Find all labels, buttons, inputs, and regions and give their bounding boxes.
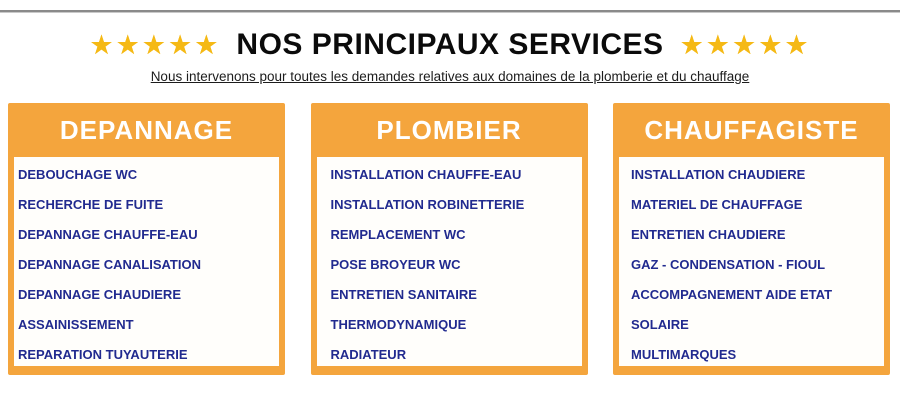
star-rating-left-icon: ★★★★★: [89, 29, 221, 60]
service-link[interactable]: DEPANNAGE CHAUDIERE: [18, 287, 181, 302]
top-divider-rule: [0, 10, 900, 13]
service-link[interactable]: RADIATEUR: [330, 347, 407, 362]
service-box-chauffagiste-header: CHAUFFAGISTE: [644, 114, 859, 145]
service-link[interactable]: THERMODYNAMIQUE: [330, 317, 467, 332]
service-link[interactable]: INSTALLATION CHAUFFE-EAU: [330, 167, 522, 182]
service-box-plombier-header: PLOMBIER: [376, 114, 522, 145]
service-box-plombier: [311, 103, 588, 375]
service-box-depannage-list: [14, 157, 279, 366]
service-link[interactable]: SOLAIRE: [631, 317, 689, 332]
service-link[interactable]: ASSAINISSEMENT: [18, 317, 134, 332]
service-link[interactable]: DEPANNAGE CANALISATION: [18, 257, 201, 272]
star-rating-right-icon: ★★★★★: [679, 29, 811, 60]
service-box-plombier-list: [317, 157, 582, 366]
service-link[interactable]: DEBOUCHAGE WC: [18, 167, 138, 182]
service-box-depannage-header: DEPANNAGE: [59, 114, 234, 145]
service-link[interactable]: INSTALLATION ROBINETTERIE: [330, 197, 525, 212]
service-link[interactable]: REMPLACEMENT WC: [330, 227, 466, 242]
service-link[interactable]: MATERIEL DE CHAUFFAGE: [631, 197, 803, 212]
service-box-chauffagiste-list: [619, 157, 884, 366]
service-link[interactable]: ENTRETIEN CHAUDIERE: [631, 227, 786, 242]
service-columns: [0, 103, 900, 375]
service-box-chauffagiste: [613, 103, 890, 375]
service-link[interactable]: RECHERCHE DE FUITE: [18, 197, 164, 212]
service-link[interactable]: ENTRETIEN SANITAIRE: [330, 287, 477, 302]
page-header: [0, 28, 900, 62]
service-link[interactable]: INSTALLATION CHAUDIERE: [631, 167, 806, 182]
service-link[interactable]: POSE BROYEUR WC: [330, 257, 461, 272]
service-link[interactable]: DEPANNAGE CHAUFFE-EAU: [18, 227, 198, 242]
service-link[interactable]: MULTIMARQUES: [631, 347, 737, 362]
service-link[interactable]: ACCOMPAGNEMENT AIDE ETAT: [631, 287, 833, 302]
service-box-depannage: [8, 103, 285, 375]
service-link[interactable]: REPARATION TUYAUTERIE: [18, 347, 188, 362]
service-link[interactable]: GAZ - CONDENSATION - FIOUL: [631, 257, 826, 272]
page-subtitle: Nous intervenons pour toutes les demandes relatives aux domaines de la plomberie et du chauffage: [150, 69, 750, 84]
page-title: NOS PRINCIPAUX SERVICES: [236, 28, 664, 61]
